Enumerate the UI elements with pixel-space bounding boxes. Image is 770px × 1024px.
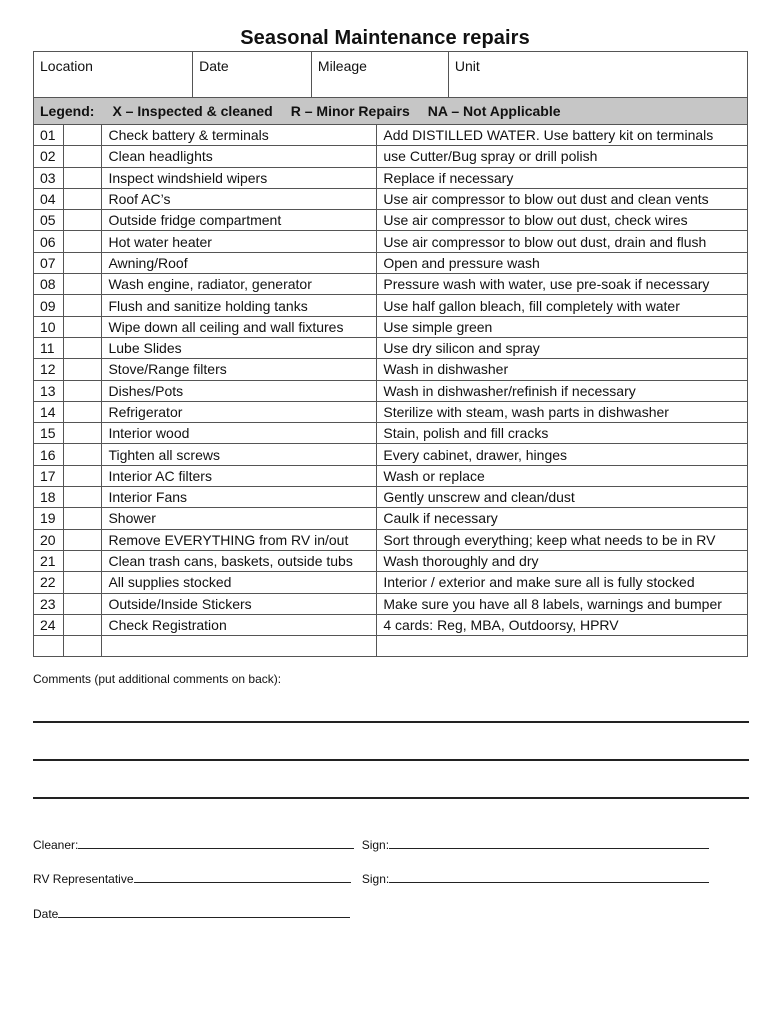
checklist-row <box>34 210 748 231</box>
cleaner-sign-label: Sign: <box>361 838 390 852</box>
task-cell: Dishes/Pots <box>102 380 377 401</box>
task-cell: Remove EVERYTHING from RV in/out <box>102 529 377 550</box>
status-cell[interactable] <box>64 444 102 465</box>
task-cell: Check Registration <box>102 614 377 635</box>
item-number: 22 <box>34 572 64 593</box>
checklist-row <box>34 316 748 337</box>
status-cell[interactable] <box>64 231 102 252</box>
legend-label: Legend: <box>40 103 95 119</box>
task-cell: Stove/Range filters <box>102 359 377 380</box>
instruction-cell: Open and pressure wash <box>377 252 748 273</box>
status-cell[interactable] <box>64 593 102 614</box>
item-number: 24 <box>34 614 64 635</box>
instruction-cell: Replace if necessary <box>377 167 748 188</box>
instruction-cell: Wash in dishwasher/refinish if necessary <box>377 380 748 401</box>
status-cell[interactable] <box>64 508 102 529</box>
date-line <box>33 906 350 921</box>
date-label: Date <box>199 58 229 74</box>
status-cell[interactable] <box>64 487 102 508</box>
task-cell: All supplies stocked <box>102 572 377 593</box>
date-sign-label: Date <box>33 907 59 921</box>
item-number: 06 <box>34 231 64 252</box>
task-cell: Wash engine, radiator, generator <box>102 274 377 295</box>
instruction-cell: Sort through everything; keep what needs to be in RV <box>377 529 748 550</box>
instruction-cell: Use air compressor to blow out dust and clean vents <box>377 188 748 209</box>
mileage-field[interactable] <box>311 52 448 98</box>
date-field[interactable] <box>193 52 312 98</box>
status-cell[interactable] <box>64 337 102 358</box>
task-cell: Interior Fans <box>102 487 377 508</box>
item-number: 15 <box>34 423 64 444</box>
status-cell[interactable] <box>64 274 102 295</box>
location-field[interactable] <box>34 52 193 98</box>
legend-x: X – Inspected & cleaned <box>112 103 273 119</box>
item-number: 05 <box>34 210 64 231</box>
checklist-row <box>34 401 748 422</box>
instruction-cell: Interior / exterior and make sure all is fully stocked <box>377 572 748 593</box>
legend-na: NA – Not Applicable <box>427 103 561 119</box>
checklist-row <box>34 636 748 657</box>
mileage-label: Mileage <box>317 58 367 74</box>
task-cell: Tighten all screws <box>102 444 377 465</box>
item-number: 04 <box>34 188 64 209</box>
item-number: 18 <box>34 487 64 508</box>
item-number: 20 <box>34 529 64 550</box>
checklist-row <box>34 593 748 614</box>
page-title: Seasonal Maintenance repairs <box>240 27 530 49</box>
instruction-cell: Use air compressor to blow out dust, check wires <box>377 210 748 231</box>
item-number: 19 <box>34 508 64 529</box>
task-cell: Awning/Roof <box>102 252 377 273</box>
status-cell[interactable] <box>64 465 102 486</box>
rv-rep-line <box>33 871 709 886</box>
status-cell[interactable] <box>64 125 102 146</box>
cleaner-label: Cleaner: <box>33 838 79 852</box>
checklist-row <box>34 444 748 465</box>
checklist-row <box>34 274 748 295</box>
cleaner-sign-blank[interactable] <box>389 837 709 849</box>
location-label: Location <box>40 58 93 74</box>
task-cell: Inspect windshield wipers <box>102 167 377 188</box>
header-row <box>34 52 748 98</box>
status-cell[interactable] <box>64 188 102 209</box>
status-cell[interactable] <box>64 529 102 550</box>
item-number: 07 <box>34 252 64 273</box>
task-cell <box>102 636 377 657</box>
task-cell: Outside/Inside Stickers <box>102 593 377 614</box>
checklist-row <box>34 529 748 550</box>
task-cell: Hot water heater <box>102 231 377 252</box>
comment-line[interactable] <box>33 759 749 761</box>
item-number: 08 <box>34 274 64 295</box>
checklist-row <box>34 614 748 635</box>
status-cell[interactable] <box>64 423 102 444</box>
checklist-row <box>34 487 748 508</box>
item-number: 17 <box>34 465 64 486</box>
status-cell[interactable] <box>64 614 102 635</box>
checklist-row <box>34 337 748 358</box>
instruction-cell: Wash or replace <box>377 465 748 486</box>
checklist-row <box>34 188 748 209</box>
item-number: 14 <box>34 401 64 422</box>
checklist-row <box>34 146 748 167</box>
item-number: 01 <box>34 125 64 146</box>
comments-label: Comments (put additional comments on back): <box>33 672 282 686</box>
task-cell: Flush and sanitize holding tanks <box>102 295 377 316</box>
checklist-row <box>34 423 748 444</box>
item-number: 10 <box>34 316 64 337</box>
status-cell[interactable] <box>64 380 102 401</box>
item-number: 21 <box>34 550 64 571</box>
legend <box>34 98 748 125</box>
instruction-cell: Wash in dishwasher <box>377 359 748 380</box>
instruction-cell: Stain, polish and fill cracks <box>377 423 748 444</box>
item-number <box>34 636 64 657</box>
task-cell: Shower <box>102 508 377 529</box>
instruction-cell: Use half gallon bleach, fill completely with water <box>377 295 748 316</box>
checklist-row <box>34 167 748 188</box>
task-cell: Clean trash cans, baskets, outside tubs <box>102 550 377 571</box>
task-cell: Wipe down all ceiling and wall fixtures <box>102 316 377 337</box>
task-cell: Check battery & terminals <box>102 125 377 146</box>
task-cell: Lube Slides <box>102 337 377 358</box>
task-cell: Interior AC filters <box>102 465 377 486</box>
cleaner-line <box>33 837 709 852</box>
instruction-cell <box>377 636 748 657</box>
instruction-cell: 4 cards: Reg, MBA, Outdoorsy, HPRV <box>377 614 748 635</box>
instruction-cell: Every cabinet, drawer, hinges <box>377 444 748 465</box>
rv-rep-label: RV Representative <box>33 872 134 886</box>
item-number: 16 <box>34 444 64 465</box>
maintenance-checklist-table <box>33 51 748 657</box>
status-cell[interactable] <box>64 359 102 380</box>
status-cell[interactable] <box>64 295 102 316</box>
instruction-cell: Pressure wash with water, use pre-soak if necessary <box>377 274 748 295</box>
status-cell[interactable] <box>64 252 102 273</box>
task-cell: Refrigerator <box>102 401 377 422</box>
rv-rep-sign-blank[interactable] <box>389 871 709 883</box>
status-cell[interactable] <box>64 210 102 231</box>
item-number: 03 <box>34 167 64 188</box>
task-cell: Clean headlights <box>102 146 377 167</box>
checklist-row <box>34 231 748 252</box>
rv-rep-sign-label: Sign: <box>361 872 390 886</box>
checklist-row <box>34 252 748 273</box>
item-number: 23 <box>34 593 64 614</box>
item-number: 13 <box>34 380 64 401</box>
item-number: 02 <box>34 146 64 167</box>
checklist-row <box>34 295 748 316</box>
checklist-row <box>34 380 748 401</box>
instruction-cell: Use air compressor to blow out dust, drain and flush <box>377 231 748 252</box>
instruction-cell: Sterilize with steam, wash parts in dishwasher <box>377 401 748 422</box>
instruction-cell: Add DISTILLED WATER. Use battery kit on terminals <box>377 125 748 146</box>
checklist-row <box>34 465 748 486</box>
legend-r: R – Minor Repairs <box>290 103 410 119</box>
instruction-cell: Wash thoroughly and dry <box>377 550 748 571</box>
item-number: 12 <box>34 359 64 380</box>
checklist-row <box>34 572 748 593</box>
status-cell[interactable] <box>64 572 102 593</box>
checklist-row <box>34 359 748 380</box>
instruction-cell: Caulk if necessary <box>377 508 748 529</box>
instruction-cell: Use dry silicon and spray <box>377 337 748 358</box>
checklist-row <box>34 550 748 571</box>
instruction-cell: Gently unscrew and clean/dust <box>377 487 748 508</box>
legend-row <box>34 98 748 125</box>
comment-line[interactable] <box>33 721 749 723</box>
status-cell[interactable] <box>64 401 102 422</box>
rv-rep-blank[interactable] <box>134 871 351 883</box>
task-cell: Roof AC’s <box>102 188 377 209</box>
status-cell[interactable] <box>64 146 102 167</box>
instruction-cell: Use simple green <box>377 316 748 337</box>
status-cell[interactable] <box>64 316 102 337</box>
checklist-row <box>34 125 748 146</box>
instruction-cell: use Cutter/Bug spray or drill polish <box>377 146 748 167</box>
comment-line[interactable] <box>33 797 749 799</box>
cleaner-blank[interactable] <box>78 837 354 849</box>
status-cell[interactable] <box>64 167 102 188</box>
task-cell: Outside fridge compartment <box>102 210 377 231</box>
status-cell[interactable] <box>64 636 102 657</box>
item-number: 09 <box>34 295 64 316</box>
date-blank[interactable] <box>58 906 350 918</box>
task-cell: Interior wood <box>102 423 377 444</box>
checklist-row <box>34 508 748 529</box>
unit-label: Unit <box>454 58 480 74</box>
item-number: 11 <box>34 337 64 358</box>
unit-field[interactable] <box>448 52 747 98</box>
instruction-cell: Make sure you have all 8 labels, warnings and bumper <box>377 593 748 614</box>
status-cell[interactable] <box>64 550 102 571</box>
